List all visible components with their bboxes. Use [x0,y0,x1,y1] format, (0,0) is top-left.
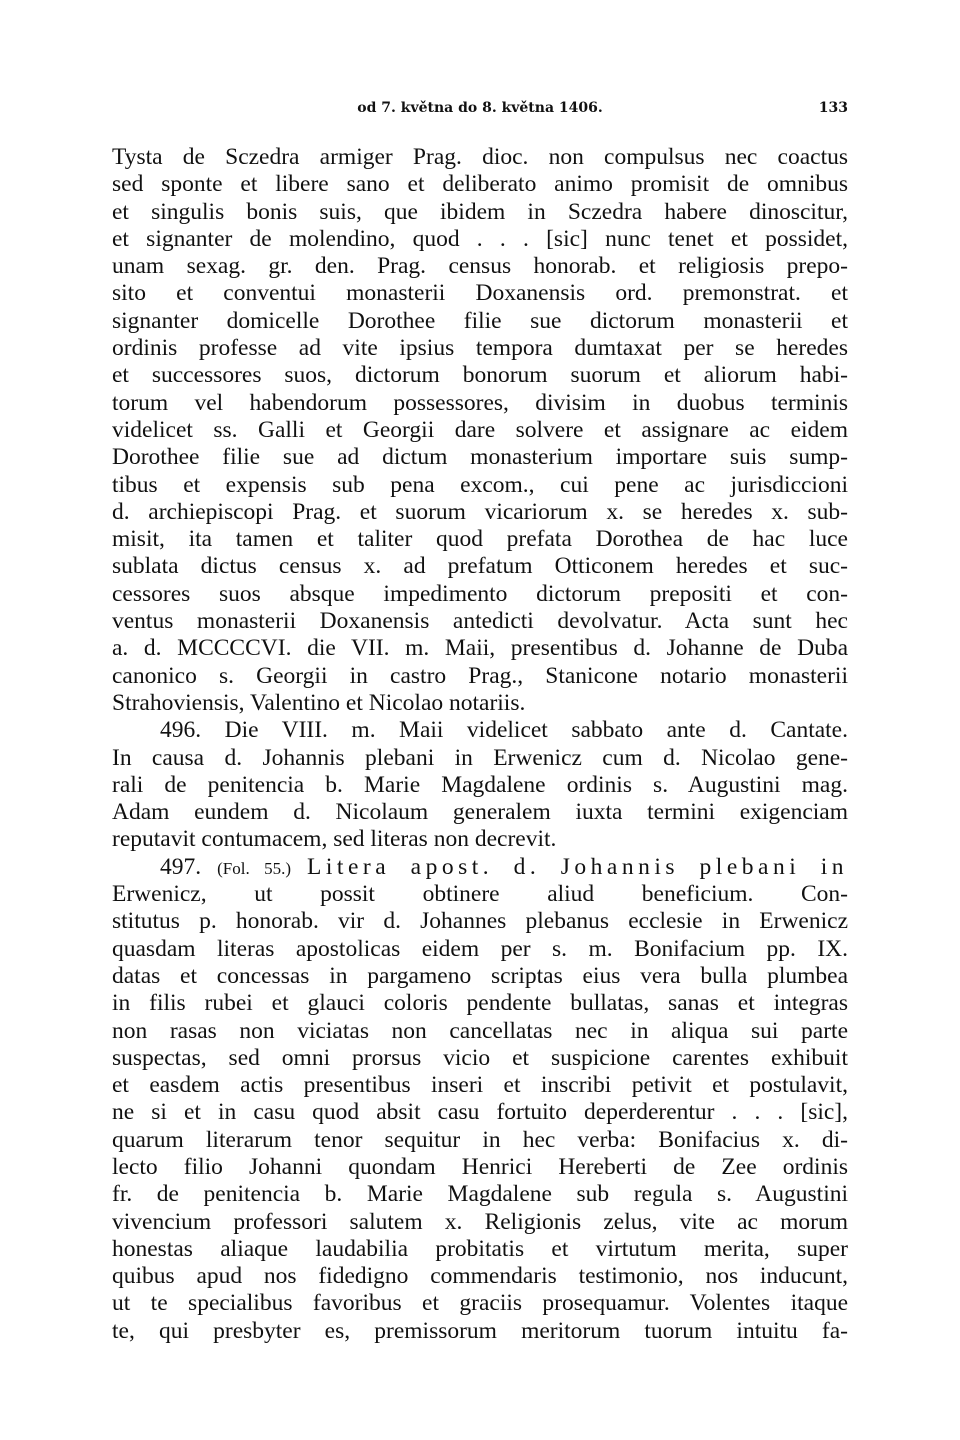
text-line: in filis rubei et glauci coloris pendente bullatas, sanas et integras [112,990,848,1017]
text-line: honestas aliaque laudabilia probitatis et virtutum merita, super [112,1235,848,1262]
text-line: lecto filio Johanni quondam Henrici Hereberti de Zee ordinis [112,1153,848,1180]
entry-496-heading: 496. Die VIII. m. Maii videlicet sabbato ante d. Cantate. [160,717,848,744]
text-line: stitutus p. honorab. vir d. Johannes plebanus ecclesie in Erwenicz [112,908,848,935]
running-title: od 7. května do 8. května 1406. [357,100,603,116]
text-line: ut te specialibus favoribus et graciis prosequamur. Volentes itaque [112,1290,848,1317]
text-line: sito et conventui monasterii Doxanensis ord. premonstrat. et [112,280,848,307]
text-line: datas et concessas in pargameno scriptas eius vera bulla plumbea [112,962,848,989]
text-line: sed sponte et libere sano et deliberato animo promisit de omnibus [112,171,848,198]
entry-number: 497. [160,853,202,880]
text-line: videlicet ss. Galli et Georgii dare solvere et assignare ac eidem [112,416,848,443]
text-line: misit, ita tamen et taliter quod prefata Dorothea de hac luce [112,526,848,553]
text-line: In causa d. Johannis plebani in Erwenicz cum d. Nicolao gene- [112,744,848,771]
spaced-heading: Litera apost. d. Johannis plebani in [307,853,849,880]
text-line: ne si et in casu quod absit casu fortuito deperderentur . . . [sic], [112,1099,848,1126]
text-line: cessores suos absque impedimento dictorum prepositi et con- [112,580,848,607]
text-line: et easdem actis presentibus inseri et inscribi petivit et postulavit, [112,1072,848,1099]
text-line: suspectas, sed omni prorsus vicio et suspicione carentes exhibuit [112,1044,848,1071]
text-line: torum vel habendorum possessores, divisim in duobus terminis [112,389,848,416]
text-line: et signanter de molendino, quod . . . [sic] nunc tenet et possidet, [112,225,848,252]
text-line: ventus monasterii Doxanensis antedicti devolvatur. Acta sunt hec [112,608,848,635]
text-line: et successores suos, dictorum bonorum suorum et aliorum habi- [112,362,848,389]
text-line: signanter domicelle Dorothee filie sue dictorum monasterii et [112,307,848,334]
text-line: Erwenicz, ut possit obtinere aliud beneficium. Con- [112,881,848,908]
text-line: quarum literarum tenor sequitur in hec verba: Bonifacius x. di- [112,1126,848,1153]
text-line: Strahoviensis, Valentino et Nicolao notariis. [112,689,526,716]
text-line: Tysta de Sczedra armiger Prag. dioc. non compulsus nec coactus [112,144,848,170]
text-line: quasdam literas apostolicas eidem per s. m. Bonifacium pp. IX. [112,935,848,962]
text-line: reputavit contumacem, sed literas non decrevit. [112,826,557,853]
text-line: unam sexag. gr. den. Prag. census honorab. et religiosis prepo- [112,253,848,280]
text-line: canonico s. Georgii in castro Prag., Stanicone notario monasterii [112,662,848,689]
text-line: rali de penitencia b. Marie Magdalene ordinis s. Augustini mag. [112,771,848,798]
text-line: te, qui presbyter es, premissorum meritorum tuorum intuitu fa- [112,1317,848,1344]
text-line: tibus et expensis sub pena excom., cui pene ac jurisdiccioni [112,471,848,498]
text-line: Dorothee filie sue ad dictum monasterium importare suis sump- [112,444,848,471]
text-line: ordinis professe ad vite ipsius tempora dumtaxat per se heredes [112,335,848,362]
text-line: Adam eundem d. Nicolaum generalem iuxta termini exigenciam [112,799,848,826]
page-header [112,100,848,120]
text-line: d. archiepiscopi Prag. et suorum vicariorum x. se heredes x. sub- [112,498,848,525]
foliation-note: (Fol. 55.) [217,858,292,878]
text-line: sublata dictus census x. ad prefatum Otticonem heredes et suc- [112,553,848,580]
body-text [112,144,848,1345]
text-line: a. d. MCCCCVI. die VII. m. Maii, presentibus d. Johanne de Duba [112,635,848,662]
page-number: 133 [818,100,848,116]
entry-497-heading [112,854,848,881]
text-line: et singulis bonis suis, que ibidem in Sczedra habere dinoscitur, [112,198,848,225]
text-line: fr. de penitencia b. Marie Magdalene sub regula s. Augustini [112,1181,848,1208]
text-line: non rasas non viciatas non cancellatas nec in aliqua sui parte [112,1017,848,1044]
text-line: vivencium professori salutem x. Religionis zelus, vite ac morum [112,1208,848,1235]
text-line: quibus apud nos fidedigno commendaris testimonio, nos inducunt, [112,1263,848,1290]
